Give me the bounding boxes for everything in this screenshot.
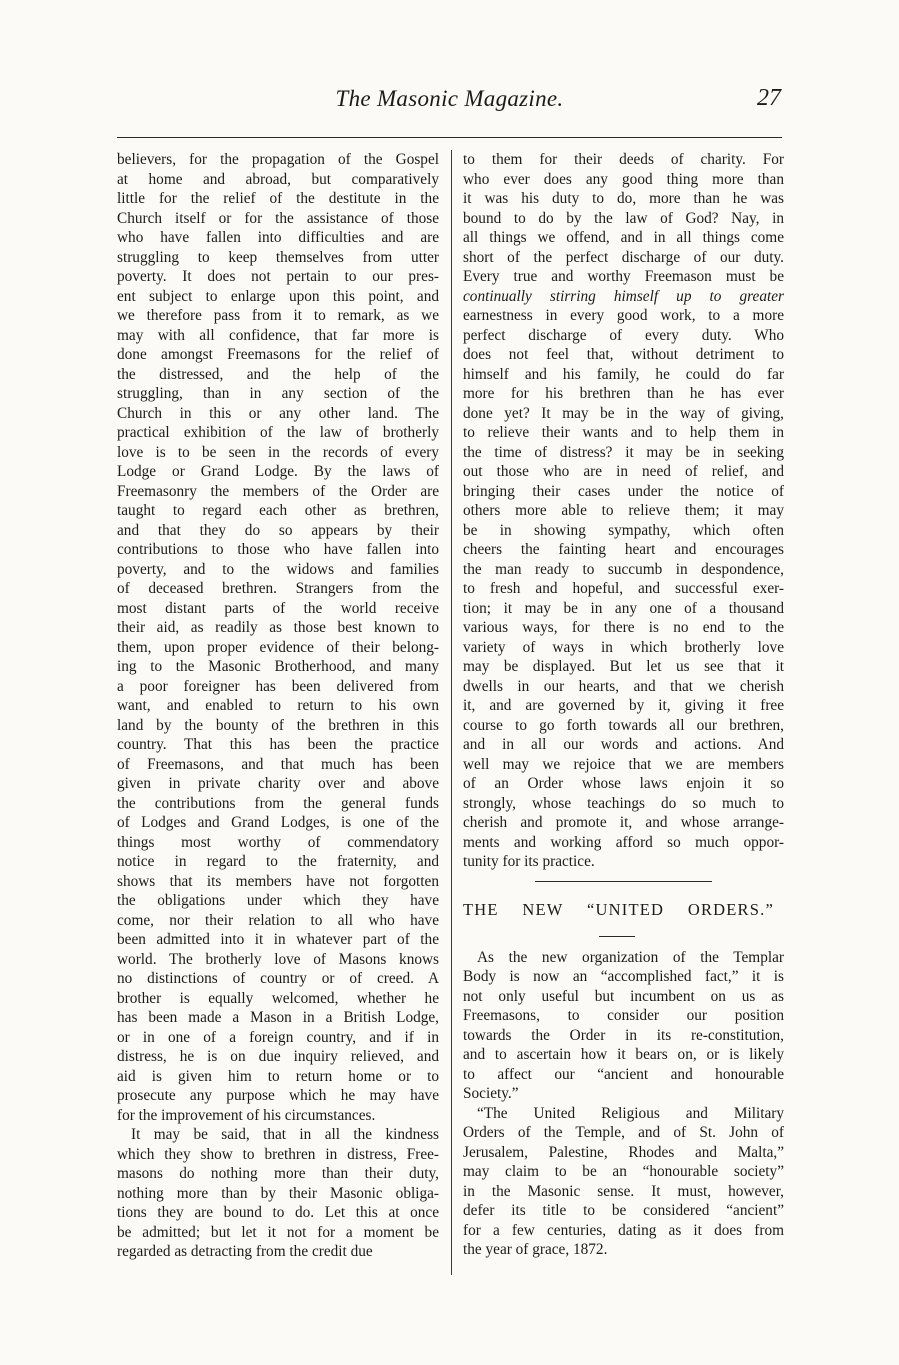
running-title: The Masonic Magazine. xyxy=(335,86,564,111)
text-line: Body is now an “accomplished fact,” it is xyxy=(463,968,784,985)
text-line: Jerusalem, Palestine, Rhodes and Malta,” xyxy=(463,1143,784,1161)
text-line: ments and working afford so much oppor- xyxy=(463,833,784,851)
text-line: cherish and promote it, and whose arrange- xyxy=(463,814,784,831)
text-line: of an Order whose laws enjoin it so xyxy=(463,775,784,792)
text-line: earnestness in every good work, to a more xyxy=(463,307,784,324)
text-line: things most worthy of commendatory xyxy=(117,833,439,851)
text-line: Church itself or for the assistance of those xyxy=(117,209,439,227)
text-line: the obligations under which they have xyxy=(117,892,439,909)
column-divider xyxy=(451,150,452,1275)
text-line: tions they are bound to do. Let this at once xyxy=(117,1204,439,1221)
text-line: land by the bounty of the brethren in this xyxy=(117,716,439,734)
text-line: course to go forth towards all our brethren, xyxy=(463,716,784,734)
text-line: be in showing sympathy, which often xyxy=(463,521,784,539)
text-line: ing to the Masonic Brotherhood, and many xyxy=(117,658,439,675)
text-line: Church in this or any other land. The xyxy=(117,404,439,422)
text-line: regarded as detracting from the credit due xyxy=(117,1243,373,1260)
text-line: continually stirring himself up to greater xyxy=(463,287,784,305)
text-line: As the new organization of the Templar xyxy=(477,948,784,966)
text-line: short of the perfect discharge of our duty. xyxy=(463,248,784,266)
section-rule xyxy=(463,872,784,892)
text-line: be admitted; but let it not for a moment be xyxy=(117,1223,439,1241)
text-line: for a few centuries, dating as it does from xyxy=(463,1221,784,1239)
text-line: and that they do so appears by their xyxy=(117,521,439,539)
text-line: brother is equally welcomed, whether he xyxy=(117,989,439,1007)
text-line: most distant parts of the world receive xyxy=(117,599,439,617)
text-line: been admitted into it in whatever part of the xyxy=(117,931,439,948)
text-line: which they show to brethren in distress, Free- xyxy=(117,1145,439,1163)
text-line: out those who are in need of relief, and xyxy=(463,463,784,480)
text-line: we therefore pass from it to remark, as we xyxy=(117,307,439,324)
text-line: defer its title to be considered “ancient” xyxy=(463,1202,784,1219)
header-rule xyxy=(117,137,782,138)
text-line: no distinctions of country or of creed. A xyxy=(117,970,439,987)
right-column xyxy=(463,150,784,1260)
text-line: towards the Order in its re-constitution, xyxy=(463,1026,784,1044)
text-line: the contributions from the general funds xyxy=(117,794,439,812)
text-line: dwells in our hearts, and that we cherish xyxy=(463,677,784,695)
text-line: others more able to relieve them; it may xyxy=(463,502,784,519)
text-line: of deceased brethren. Strangers from the xyxy=(117,580,439,597)
text-line: to fresh and hopeful, and successful exer- xyxy=(463,580,784,597)
text-line: well may we rejoice that we are members xyxy=(463,755,784,773)
text-line: who ever does any good thing more than xyxy=(463,170,784,188)
text-line: Lodge or Grand Lodge. By the laws of xyxy=(117,463,439,480)
text-line: done amongst Freemasons for the relief of xyxy=(117,346,439,363)
text-line: nothing more than by their Masonic obliga- xyxy=(117,1184,439,1202)
text-line: little for the relief of the destitute in the xyxy=(117,190,439,207)
text-line: their aid, as readily as those best known to xyxy=(117,619,439,636)
text-line: tion; it may be in any one of a thousand xyxy=(463,599,784,617)
text-line: may be displayed. But let us see that it xyxy=(463,658,784,675)
text-line: the distressed, and the help of the xyxy=(117,365,439,383)
text-line: Freemasons, to consider our position xyxy=(463,1007,784,1024)
text-line: and in all our words and actions. And xyxy=(463,736,784,753)
text-line: various ways, for there is no end to the xyxy=(463,619,784,636)
text-line: bound to do by the law of God? Nay, in xyxy=(463,209,784,227)
text-line: Freemasonry the members of the Order are xyxy=(117,482,439,500)
text-line: distress, he is on due inquiry relieved, and xyxy=(117,1048,439,1065)
text-line: strongly, whose teachings do so much to xyxy=(463,794,784,812)
text-line: country. That this has been the practice xyxy=(117,736,439,753)
text-line: “The United Religious and Military xyxy=(477,1104,784,1122)
text-line: may with all confidence, that far more is xyxy=(117,326,439,344)
text-line: prosecute any purpose which he may have xyxy=(117,1087,439,1104)
text-line: come, nor their relation to all who have xyxy=(117,911,439,929)
text-line: it was his duty to do, more than he was xyxy=(463,190,784,207)
text-line: a poor foreigner has been delivered from xyxy=(117,677,439,695)
section-heading: THE NEW “UNITED ORDERS.” xyxy=(463,899,774,919)
text-line: taught to regard each other as brethren, xyxy=(117,502,439,519)
text-line: at home and abroad, but comparatively xyxy=(117,170,439,188)
text-line: in the Masonic sense. It must, however, xyxy=(463,1182,784,1200)
text-line: himself and his family, he could do far xyxy=(463,365,784,383)
text-line: or in one of a foreign country, and if in xyxy=(117,1028,439,1046)
text-line: to affect our “ancient and honourable xyxy=(463,1065,784,1083)
text-line: given in private charity over and above xyxy=(117,775,439,792)
text-line: of Lodges and Grand Lodges, is one of the xyxy=(117,814,439,831)
text-line: more for his brethren than he has ever xyxy=(463,385,784,402)
text-line: notice in regard to the fraternity, and xyxy=(117,853,439,870)
text-line: Society.” xyxy=(463,1085,519,1102)
text-line: may claim to be an “honourable society” xyxy=(463,1163,784,1180)
text-line: not only useful but incumbent on us as xyxy=(463,987,784,1005)
text-line: shows that its members have not forgotten xyxy=(117,872,439,890)
text-line: poverty. It does not pertain to our pres- xyxy=(117,268,439,285)
text-line: Every true and worthy Freemason must be xyxy=(463,268,784,285)
text-line: masons do nothing more than their duty, xyxy=(117,1165,439,1182)
text-line: to relieve their wants and to help them in xyxy=(463,424,784,441)
left-column xyxy=(117,150,439,1262)
page-number: 27 xyxy=(757,85,781,111)
text-line: perfect discharge of every duty. Who xyxy=(463,326,784,344)
text-line: It may be said, that in all the kindness xyxy=(131,1126,439,1143)
text-line: aid is given him to return home or to xyxy=(117,1067,439,1085)
text-line: the year of grace, 1872. xyxy=(463,1241,608,1258)
text-line: to them for their deeds of charity. For xyxy=(463,151,784,168)
text-line: all things we offend, and in all things come xyxy=(463,229,784,246)
text-line: practical exhibition of the law of brotherly xyxy=(117,424,439,441)
text-line: want, and enabled to return to his own xyxy=(117,697,439,714)
text-line: poverty, and to the widows and families xyxy=(117,560,439,578)
page-header xyxy=(0,86,899,126)
text-line: struggling, than in any section of the xyxy=(117,385,439,402)
text-line: for the improvement of his circumstances. xyxy=(117,1106,376,1124)
text-line: of Freemasons, and that much has been xyxy=(117,755,439,773)
text-line: it, and are governed by it, giving it free xyxy=(463,697,784,714)
heading-rule xyxy=(463,928,784,948)
text-line: the man ready to succumb in despondence, xyxy=(463,560,784,578)
text-line: has been made a Mason in a British Lodge, xyxy=(117,1009,439,1026)
text-line: done yet? It may be in the way of giving, xyxy=(463,404,784,422)
text-line: love is to be seen in the records of every xyxy=(117,443,439,461)
text-line: contributions to those who have fallen into xyxy=(117,541,439,558)
text-line: variety of ways in which brotherly love xyxy=(463,638,784,656)
text-line: believers, for the propagation of the Gospel xyxy=(117,151,439,168)
text-line: who have fallen into difficulties and are xyxy=(117,229,439,246)
text-line: them, upon proper evidence of their belong- xyxy=(117,638,439,656)
text-line: world. The brotherly love of Masons knows xyxy=(117,950,439,968)
text-line: and to ascertain how it bears on, or is likely xyxy=(463,1046,784,1063)
text-line: Orders of the Temple, and of St. John of xyxy=(463,1124,784,1141)
text-line: ent subject to enlarge upon this point, and xyxy=(117,287,439,305)
text-line: does not feel that, without detriment to xyxy=(463,346,784,363)
text-line: bringing their cases under the notice of xyxy=(463,482,784,500)
text-line: the time of distress? it may be in seeking xyxy=(463,443,784,461)
text-line: cheers the fainting heart and encourages xyxy=(463,541,784,558)
text-line: struggling to keep themselves from utter xyxy=(117,248,439,266)
text-line: tunity for its practice. xyxy=(463,853,595,870)
